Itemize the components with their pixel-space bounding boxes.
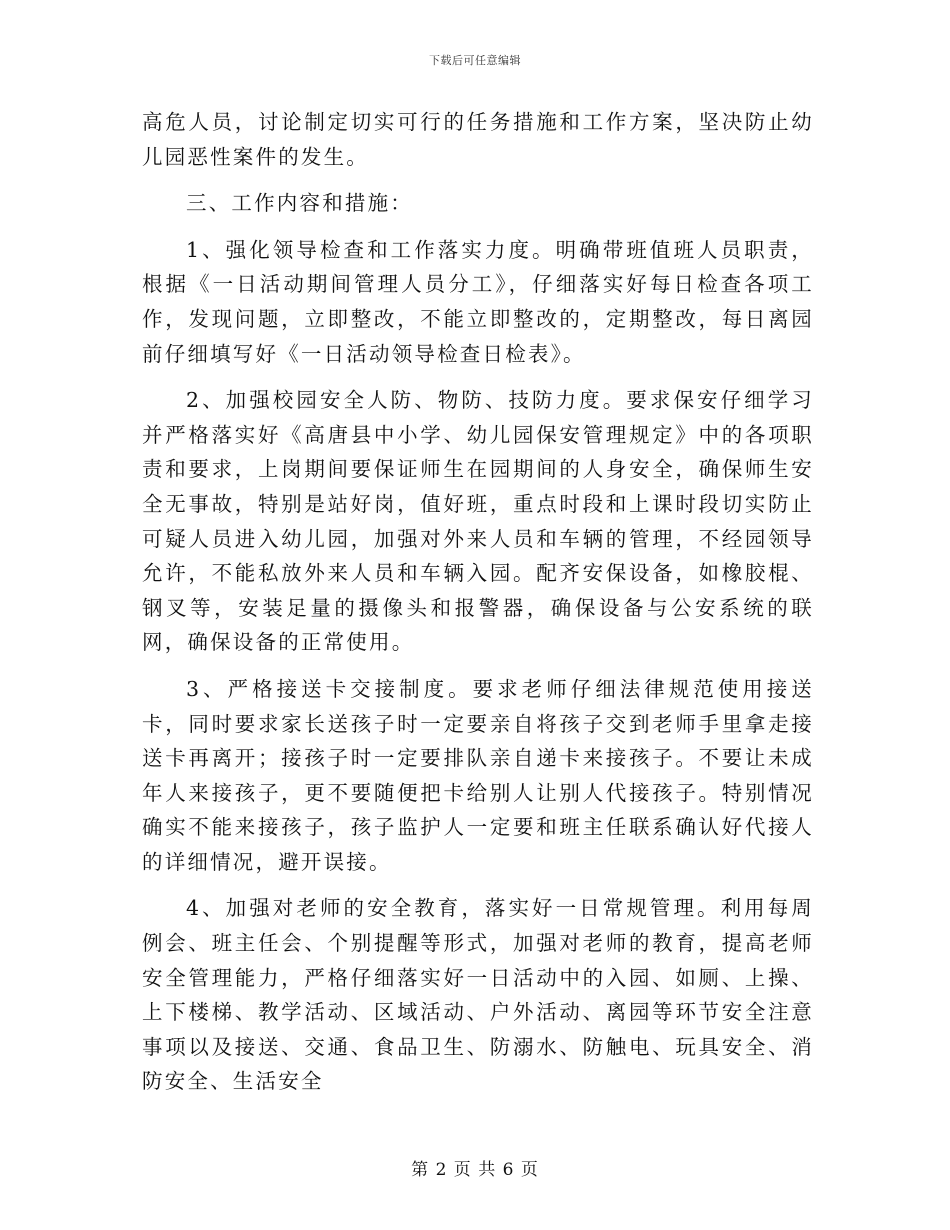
paragraph-continuation: 高危人员，讨论制定切实可行的任务措施和工作方案，坚决防止幼儿园恶性案件的发生。 [142, 110, 814, 169]
paragraph-item-4: 4、加强对老师的安全教育，落实好一日常规管理。利用每周例会、班主任会、个别提醒等形式，加强对老师的教育，提高老师安全管理能力，严格仔细落实好一日活动中的入园、如厕、上操、上下楼梯、教学活动、区域活动、户外活动、离园等环节安全注意事项以及接送、交通、食品卫生、防溺水、防触电、玩具安全、消防安全、生活安全 [142, 896, 814, 1094]
section-heading: 三、工作内容和措施： [186, 191, 413, 216]
page-number-footer: 第 2 页 共 6 页 [411, 1160, 539, 1180]
page-header-note: 下载后可任意编辑 [429, 54, 521, 67]
paragraph-item-2: 2、加强校园安全人防、物防、技防力度。要求保安仔细学习并严格落实好《高唐县中小学、幼儿园保安管理规定》中的各项职责和要求，上岗期间要保证师生在园期间的人身安全，确保师生安全无事故，特别是站好岗，值好班，重点时段和上课时段切实防止可疑人员进入幼儿园，加强对外来人员和车辆的管理，不经园领导允许，不能私放外来人员和车辆入园。配齐安保设备，如橡胶棍、钢叉等，安装足量的摄像头和报警器，确保设备与公安系统的联网，确保设备的正常使用。 [142, 388, 814, 655]
paragraph-item-3: 3、严格接送卡交接制度。要求老师仔细法律规范使用接送卡，同时要求家长送孩子时一定要亲自将孩子交到老师手里拿走接送卡再离开；接孩子时一定要排队亲自递卡来接孩子。不要让未成年人来接孩子，更不要随便把卡给别人让别人代接孩子。特别情况确实不能来接孩子，孩子监护人一定要和班主任联系确认好代接人的详细情况，避开误接。 [142, 676, 814, 874]
document-body [142, 105, 814, 1111]
paragraph-item-1: 1、强化领导检查和工作落实力度。明确带班值班人员职责，根据《一日活动期间管理人员分工》，仔细落实好每日检查各项工作，发现问题，立即整改，不能立即整改的，定期整改，每日离园前仔细填写好《一日活动领导检查日检表》。 [142, 237, 814, 366]
